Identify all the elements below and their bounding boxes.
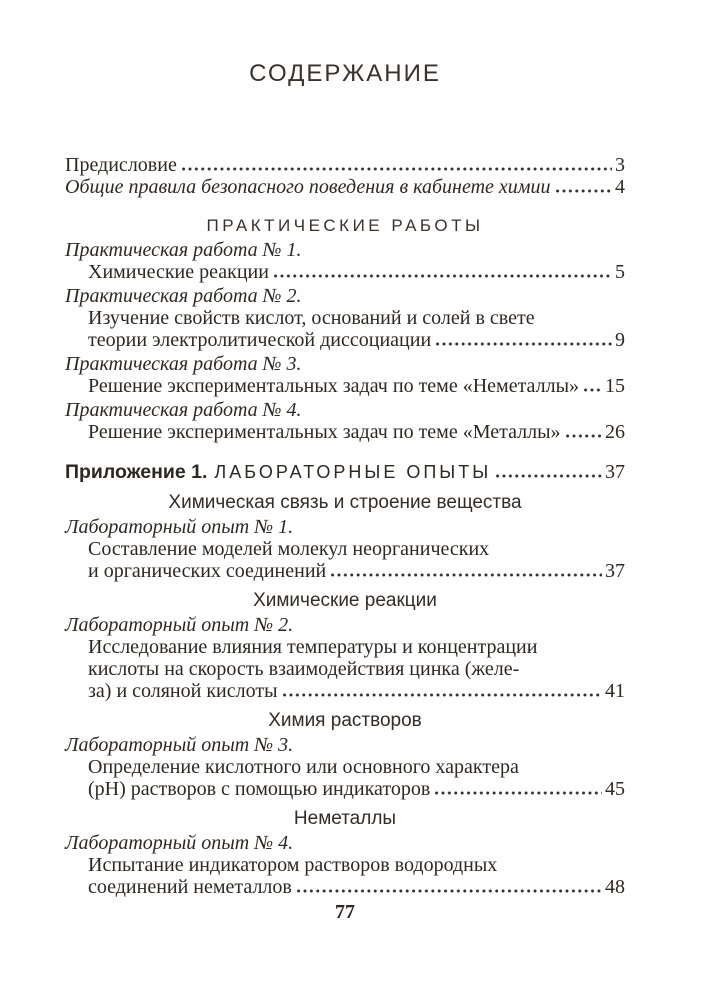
toc-continuation-line: Исследование влияния температуры и концентрации	[88, 636, 538, 658]
toc-page-number: 5	[615, 261, 625, 283]
toc-page-number: 48	[605, 876, 625, 898]
toc-continuation-line: Определение кислотного или основного характера	[88, 756, 519, 778]
toc-entry-text: за) и соляной кислоты	[88, 680, 278, 702]
dot-leader	[496, 474, 602, 478]
toc-entry-text: Решение экспериментальных задач по теме «Неметаллы»	[88, 375, 580, 397]
toc-entry-text: соединений неметаллов	[88, 876, 292, 898]
toc-entry-text: Химические реакции	[88, 261, 269, 283]
toc-item-title: Практическая работа № 2.	[65, 285, 302, 307]
toc-page-number: 15	[605, 375, 625, 397]
toc-item-title: Лабораторный опыт № 2.	[65, 614, 294, 636]
toc-page-number: 45	[605, 778, 625, 800]
toc-group-heading: Химия растворов	[268, 710, 422, 731]
toc-page-number: 26	[605, 421, 625, 443]
dot-leader	[274, 274, 612, 278]
toc-page-number: 37	[605, 461, 625, 483]
toc-entry-line	[65, 154, 625, 176]
toc-content	[65, 60, 625, 898]
toc-item-title: Практическая работа № 3.	[65, 353, 302, 375]
toc-page-number: 3	[615, 154, 625, 176]
toc-entry-text: и органических соединений	[88, 560, 327, 582]
dot-leader	[584, 388, 602, 392]
toc-entry-text: (pH) растворов с помощью индикаторов	[88, 778, 431, 800]
dot-leader	[182, 167, 612, 171]
toc-entry-line	[65, 778, 625, 800]
toc-group-heading: Химические реакции	[253, 590, 437, 611]
dot-leader	[435, 791, 602, 795]
dot-leader	[556, 189, 612, 193]
toc-continuation-line: Изучение свойств кислот, оснований и солей в свете	[88, 307, 535, 329]
toc-group-heading: Химическая связь и строение вещества	[168, 492, 522, 513]
toc-entry-line	[65, 375, 625, 397]
dot-leader	[283, 693, 602, 697]
toc-entry-line	[65, 329, 625, 351]
toc-group-heading: Неметаллы	[293, 808, 397, 829]
toc-item-title: Практическая работа № 4.	[65, 399, 302, 421]
toc-page-number: 9	[615, 329, 625, 351]
toc-continuation-line: Испытание индикатором растворов водородных	[88, 854, 498, 876]
toc-page-number: 4	[615, 176, 625, 198]
dot-leader	[436, 342, 612, 346]
toc-entry-line	[65, 261, 625, 283]
page-title: СОДЕРЖАНИЕ	[249, 60, 441, 87]
dot-leader	[566, 434, 602, 438]
toc-page-number: 37	[605, 560, 625, 582]
toc-entry-line	[65, 421, 625, 443]
toc-section-heading: ПРАКТИЧЕСКИЕ РАБОТЫ	[206, 216, 484, 235]
toc-continuation-line: кислоты на скорость взаимодействия цинка (желе-	[88, 658, 520, 680]
toc-entry-text: Предисловие	[65, 154, 177, 176]
toc-entry-line	[65, 876, 625, 898]
dot-leader	[297, 889, 602, 893]
toc-item-title: Лабораторный опыт № 3.	[65, 734, 294, 756]
toc-entry-line	[65, 560, 625, 582]
toc-item-title: Лабораторный опыт № 4.	[65, 832, 294, 854]
dot-leader	[331, 573, 602, 577]
appendix-title: ЛАБОРАТОРНЫЕ ОПЫТЫ	[214, 462, 492, 482]
toc-item-title: Лабораторный опыт № 1.	[65, 516, 294, 538]
toc-entry-text: Решение экспериментальных задач по теме «Металлы»	[88, 421, 561, 443]
toc-item-title: Практическая работа № 1.	[65, 239, 302, 261]
page-number: 77	[335, 901, 355, 923]
toc-entry-text: Общие правила безопасного поведения в кабинете химии	[65, 176, 551, 198]
toc-appendix-entry	[65, 460, 625, 484]
toc-list	[65, 154, 625, 898]
toc-continuation-line: Составление моделей молекул неорганических	[88, 538, 490, 560]
toc-entry-line	[65, 176, 625, 198]
toc-page-number: 41	[605, 680, 625, 702]
appendix-label: Приложение 1.	[65, 461, 208, 483]
toc-entry-line	[65, 680, 625, 702]
toc-entry-text: теории электролитической диссоциации	[88, 329, 432, 351]
